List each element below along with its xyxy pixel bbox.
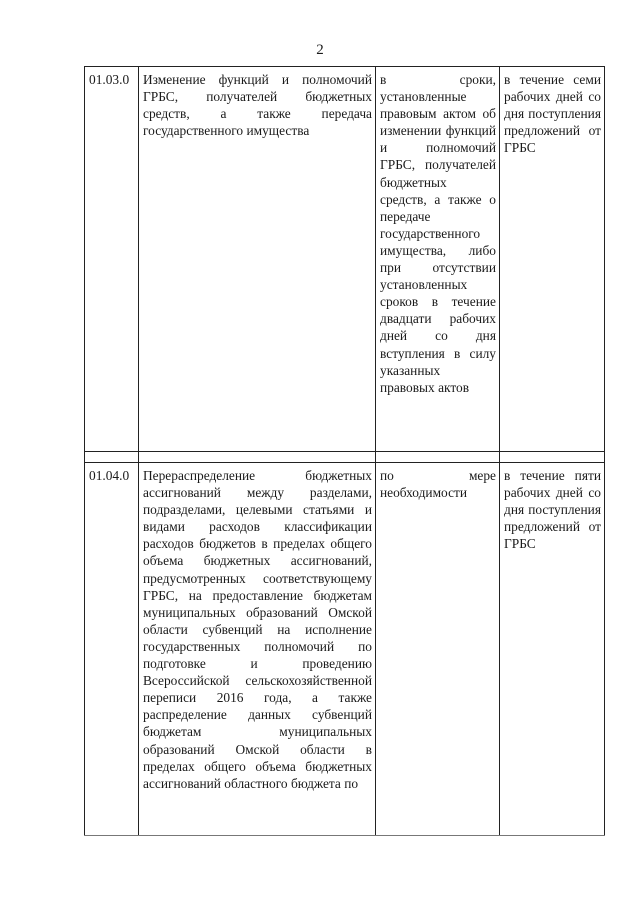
page-number: 2 [316,42,324,58]
row-code: 01.03.0 [85,67,139,452]
row-deadline: в течение пяти рабочих дней со дня поступления предложений от ГРБС [500,463,605,836]
row-term: по мере необходимости [376,463,500,836]
row-description: Перераспределение бюджетных ассигнований между разделами, подразделами, целевыми статьями и видами расходов классификации расходов бюджетов в пределах общего объема бюджетных ассигнований, предусмотренных соответствующему ГРБС, на предоставление бюджетам муниципальных образований Омской области субвенций на исполнение государственных полномочий по подготовке и проведению Всероссийской сельскохозяйственной переписи 2016 года, а также распределение данных субвенций бюджетам муниципальных образований Омской области в пределах общего объема бюджетных ассигнований областного бюджета по [139,463,376,836]
row-description: Изменение функций и полномочий ГРБС, получателей бюджетных средств, а также передача государственного имущества [139,67,376,452]
row-deadline: в течение семи рабочих дней со дня поступления предложений от ГРБС [500,67,605,452]
table-row [85,463,605,836]
row-term: в сроки, установленные правовым актом об изменении функций и полномочий ГРБС, получателей бюджетных средств, а также о передаче государственного имущества, либо при отсутствии установленных сроков в течение двадцати рабочих дней со дня вступления в силу указанных правовых актов [376,67,500,452]
row-code: 01.04.0 [85,463,139,836]
regulation-table [84,66,605,836]
table-row [85,67,605,452]
row-gap [85,452,605,463]
